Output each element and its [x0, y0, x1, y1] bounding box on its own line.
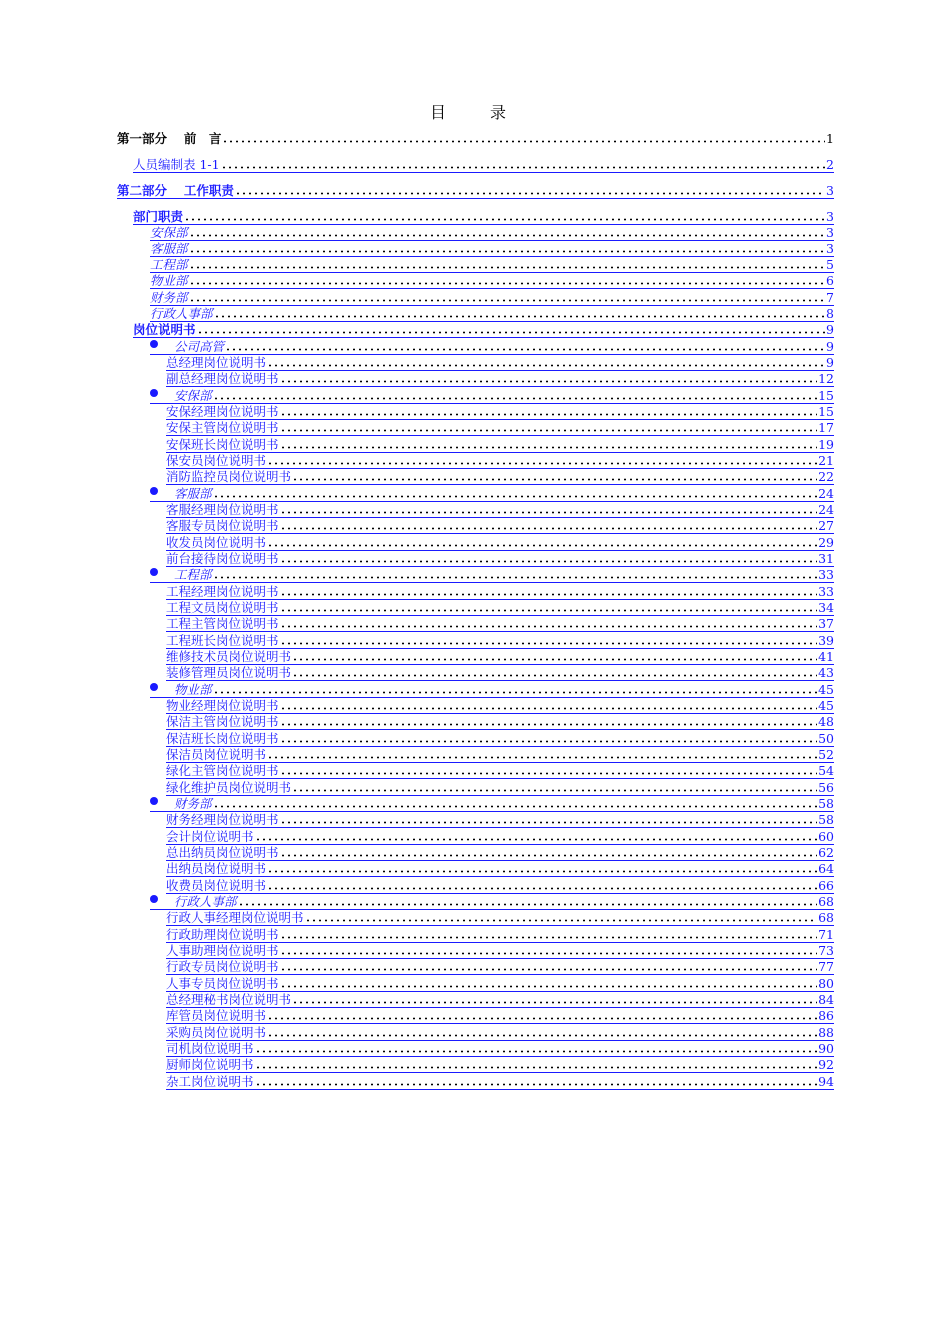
- toc-entry-page: 33: [818, 584, 834, 599]
- toc-entry[interactable]: [166, 633, 834, 649]
- toc-entry-page: 86: [818, 1008, 834, 1023]
- toc-entry-page: 22: [818, 469, 834, 484]
- toc-entry-text: 装修管理员岗位说明书: [166, 665, 292, 680]
- toc-entry-page: 19: [818, 437, 834, 452]
- dot-leader: [235, 183, 825, 198]
- dot-leader: [305, 910, 818, 925]
- toc-entry-label: [150, 290, 188, 305]
- toc-entry-text: 总出纳员岗位说明书: [166, 845, 279, 860]
- toc-entry-page: 58: [818, 812, 834, 827]
- toc-entry-page: 39: [818, 633, 834, 648]
- toc-entry-text: 厨师岗位说明书: [166, 1057, 254, 1072]
- toc-entry[interactable]: [166, 698, 834, 714]
- toc-entry-page: 12: [818, 371, 834, 386]
- dot-leader: [189, 290, 826, 305]
- toc-entry[interactable]: [150, 682, 834, 698]
- toc-entry-text: 绿化维护员岗位说明书: [166, 780, 292, 795]
- dot-leader: [225, 339, 825, 354]
- toc-entry[interactable]: [133, 322, 834, 338]
- toc-entry-page: 50: [818, 731, 834, 746]
- toc-entry-text: 司机岗位说明书: [166, 1041, 254, 1056]
- dot-leader: [280, 420, 818, 435]
- toc-entry-label: [166, 518, 279, 533]
- toc-entry[interactable]: [166, 943, 834, 959]
- toc-entry-label: [166, 780, 291, 795]
- toc-entry-label: [166, 551, 279, 566]
- toc-entry-text: 行政人事部: [150, 306, 213, 321]
- toc-entry-page: 2: [826, 157, 834, 172]
- dot-leader: [280, 927, 818, 942]
- toc-entry-label: [166, 616, 279, 631]
- toc-entry-text: 工程经理岗位说明书: [166, 584, 279, 599]
- dot-leader: [280, 551, 818, 566]
- dot-leader: [213, 486, 818, 501]
- toc-entry[interactable]: [166, 763, 834, 779]
- toc-entry[interactable]: [133, 209, 834, 225]
- toc-entry-page: 94: [818, 1074, 834, 1089]
- toc-entry[interactable]: [166, 927, 834, 943]
- toc-entry-page: 41: [818, 649, 834, 664]
- toc-entry-page: 68: [818, 894, 834, 909]
- toc-entry-label: [166, 861, 266, 876]
- toc-entry-page: 54: [818, 763, 834, 778]
- toc-entry-text: 收发员岗位说明书: [166, 535, 267, 550]
- dot-leader: [280, 731, 818, 746]
- toc-entry-label: [166, 976, 279, 991]
- toc-entry-label: [150, 486, 212, 501]
- toc-entry[interactable]: [150, 894, 834, 910]
- toc-entry-page: 64: [818, 861, 834, 876]
- toc-entry-label: [150, 225, 188, 240]
- toc-entry[interactable]: [166, 731, 834, 747]
- dot-leader: [197, 322, 826, 337]
- toc-entry-label: [166, 992, 291, 1007]
- bullet-icon: [150, 568, 158, 576]
- toc-entry[interactable]: [150, 388, 834, 404]
- toc-entry-text: 出纳员岗位说明书: [166, 861, 267, 876]
- toc-entry-text: 总经理秘书岗位说明书: [166, 992, 292, 1007]
- toc-entry-label: [166, 714, 279, 729]
- dot-leader: [292, 649, 817, 664]
- dot-leader: [280, 371, 818, 386]
- toc-entry[interactable]: [150, 241, 834, 257]
- bullet-icon: [150, 487, 158, 495]
- dot-leader: [267, 355, 825, 370]
- toc-entry-page: 33: [818, 567, 834, 582]
- dot-leader: [267, 1008, 817, 1023]
- toc-entry-page: 7: [826, 290, 834, 305]
- toc-entry-text: 保洁主管岗位说明书: [166, 714, 279, 729]
- dot-leader: [267, 535, 817, 550]
- dot-leader: [267, 453, 817, 468]
- toc-entry-label: [166, 878, 266, 893]
- toc-entry-label: [150, 388, 212, 403]
- toc-entry-page: 77: [818, 959, 834, 974]
- toc-entry-text: 行政人事部: [174, 894, 237, 909]
- toc-entry-label: [166, 731, 279, 746]
- toc-entry-label: [150, 682, 212, 697]
- dot-leader: [280, 600, 818, 615]
- dot-leader: [189, 225, 826, 240]
- toc-entry-label: [166, 763, 279, 778]
- toc-entry-page: 3: [826, 225, 834, 240]
- dot-leader: [222, 131, 825, 146]
- toc-entry-text: 岗位说明书: [133, 322, 196, 337]
- dot-leader: [280, 404, 818, 419]
- toc-entry-text: 客服经理岗位说明书: [166, 502, 279, 517]
- bullet-icon: [150, 340, 158, 348]
- dot-leader: [280, 943, 818, 958]
- toc-entry[interactable]: [150, 273, 834, 289]
- toc-entry[interactable]: [166, 992, 834, 1008]
- toc-entry-text: 副总经理岗位说明书: [166, 371, 279, 386]
- toc-entry-text: 部门职责: [133, 209, 184, 224]
- toc-entry-text: 人事专员岗位说明书: [166, 976, 279, 991]
- toc-entry-text: 保洁班长岗位说明书: [166, 731, 279, 746]
- dot-leader: [214, 306, 826, 321]
- toc-entry-label: [166, 1057, 254, 1072]
- toc-entry-text: 工程主管岗位说明书: [166, 616, 279, 631]
- toc-entry[interactable]: [150, 306, 834, 322]
- dot-leader: [184, 209, 825, 224]
- toc-entry[interactable]: [166, 437, 834, 453]
- toc-entry-page: 3: [826, 183, 834, 198]
- dot-leader: [280, 812, 818, 827]
- dot-leader: [280, 698, 818, 713]
- toc-entry[interactable]: [166, 829, 834, 845]
- toc-entry-text: 安保班长岗位说明书: [166, 437, 279, 452]
- toc-entry-label: [166, 404, 279, 419]
- toc-entry-page: 17: [818, 420, 834, 435]
- toc-entry[interactable]: [166, 714, 834, 730]
- dot-leader: [280, 518, 818, 533]
- toc-entry-text: 物业经理岗位说明书: [166, 698, 279, 713]
- bullet-icon: [150, 389, 158, 397]
- toc-entry-text: 安保部: [150, 225, 188, 240]
- toc-entry-text: 安保部: [174, 388, 212, 403]
- toc-entry-page: 29: [818, 535, 834, 550]
- toc-entry-text: 客服专员岗位说明书: [166, 518, 279, 533]
- dot-leader: [292, 469, 817, 484]
- toc-entry-label: [150, 273, 188, 288]
- toc-entry-text: 第二部分 工作职责: [117, 183, 234, 198]
- toc-entry-page: 62: [818, 845, 834, 860]
- toc-entry[interactable]: [166, 845, 834, 861]
- toc-entry[interactable]: [166, 812, 834, 828]
- toc-entry[interactable]: [166, 453, 834, 469]
- toc-entry-label: [133, 322, 196, 337]
- toc-entry-text: 采购员岗位说明书: [166, 1025, 267, 1040]
- toc-entry[interactable]: [166, 959, 834, 975]
- toc-entry-label: [150, 257, 188, 272]
- toc-entry-text: 总经理岗位说明书: [166, 355, 267, 370]
- toc-entry[interactable]: [150, 290, 834, 306]
- toc-entry-text: 杂工岗位说明书: [166, 1074, 254, 1089]
- toc-entry-label: [166, 600, 279, 615]
- toc-entry-text: 保安员岗位说明书: [166, 453, 267, 468]
- dot-leader: [280, 437, 818, 452]
- toc-entry[interactable]: [166, 371, 834, 387]
- toc-entry-label: [166, 371, 279, 386]
- toc-entry-text: 行政人事经理岗位说明书: [166, 910, 304, 925]
- toc-entry-text: 工程文员岗位说明书: [166, 600, 279, 615]
- toc-entry[interactable]: [166, 861, 834, 877]
- toc-entry-label: [166, 845, 279, 860]
- dot-leader: [280, 959, 818, 974]
- toc-entry-page: 84: [818, 992, 834, 1007]
- toc-entry-text: 人员编制表 1-1: [133, 157, 220, 172]
- toc-entry-label: [166, 910, 304, 925]
- toc-entry-text: 物业部: [174, 682, 212, 697]
- toc-entry-text: 第一部分 前 言: [117, 131, 222, 146]
- toc-entry-page: 6: [826, 273, 834, 288]
- toc-entry-text: 安保主管岗位说明书: [166, 420, 279, 435]
- dot-leader: [213, 682, 818, 697]
- toc-entry-text: 收费员岗位说明书: [166, 878, 267, 893]
- dot-leader: [280, 502, 818, 517]
- bullet-icon: [150, 895, 158, 903]
- dot-leader: [255, 1041, 818, 1056]
- toc-entry-page: 5: [826, 257, 834, 272]
- toc-entry-text: 财务经理岗位说明书: [166, 812, 279, 827]
- toc-entry-label: [166, 469, 291, 484]
- toc-entry[interactable]: [150, 225, 834, 241]
- toc-entry[interactable]: [166, 518, 834, 534]
- toc-entry-text: 物业部: [150, 273, 188, 288]
- toc-entry-text: 客服部: [150, 241, 188, 256]
- toc-entry-text: 库管员岗位说明书: [166, 1008, 267, 1023]
- dot-leader: [280, 845, 818, 860]
- toc-entry-page: 3: [826, 241, 834, 256]
- dot-leader: [280, 616, 818, 631]
- toc-entry[interactable]: [150, 339, 834, 355]
- toc-entry-text: 保洁员岗位说明书: [166, 747, 267, 762]
- toc-entry-page: 8: [826, 306, 834, 321]
- dot-leader: [267, 1025, 817, 1040]
- toc-entry[interactable]: [166, 502, 834, 518]
- toc-entry-label: [166, 959, 279, 974]
- toc-entry-label: [166, 943, 279, 958]
- toc-entry-label: [166, 1025, 266, 1040]
- toc-entry-label: [166, 927, 279, 942]
- dot-leader: [280, 584, 818, 599]
- toc-entry[interactable]: [166, 600, 834, 616]
- toc-entry[interactable]: [166, 469, 834, 485]
- toc-entry-label: [150, 894, 237, 909]
- toc-entry-page: 15: [818, 404, 834, 419]
- toc-entry-label: [133, 209, 183, 224]
- dot-leader: [189, 241, 826, 256]
- toc-entry-label: [166, 829, 254, 844]
- toc-entry-label: [166, 747, 266, 762]
- toc-entry[interactable]: [166, 1057, 834, 1073]
- dot-leader: [267, 878, 817, 893]
- dot-leader: [292, 665, 817, 680]
- dot-leader: [221, 157, 825, 172]
- toc-entry-label: [166, 812, 279, 827]
- toc-entry-label: [133, 157, 220, 172]
- toc-entry-page: 9: [826, 322, 834, 337]
- toc-entry-page: 9: [826, 355, 834, 370]
- toc-entry-page: 90: [818, 1041, 834, 1056]
- toc-entry-label: [117, 131, 221, 146]
- dot-leader: [280, 763, 818, 778]
- dot-leader: [255, 829, 818, 844]
- toc-entry-text: 人事助理岗位说明书: [166, 943, 279, 958]
- toc-entry-page: 52: [818, 747, 834, 762]
- toc-entry[interactable]: [117, 183, 834, 199]
- toc-entry-label: [150, 306, 213, 321]
- toc-entry[interactable]: [117, 131, 834, 146]
- toc-entry-text: 消防监控员岗位说明书: [166, 469, 292, 484]
- dot-leader: [238, 894, 818, 909]
- dot-leader: [280, 714, 818, 729]
- toc-entry-label: [166, 584, 279, 599]
- toc-entry-page: 68: [818, 910, 834, 925]
- toc-entry-page: 24: [818, 486, 834, 501]
- toc-entry-label: [166, 502, 279, 517]
- toc-entry-text: 行政专员岗位说明书: [166, 959, 279, 974]
- toc-entry[interactable]: [166, 976, 834, 992]
- toc-entry-page: 88: [818, 1025, 834, 1040]
- toc-entry-page: 1: [826, 131, 834, 146]
- toc-entry-label: [166, 633, 279, 648]
- dot-leader: [292, 780, 817, 795]
- toc-entry[interactable]: [166, 551, 834, 567]
- toc-entry-text: 工程部: [150, 257, 188, 272]
- toc-entry-page: 45: [818, 682, 834, 697]
- toc-entry[interactable]: [166, 780, 834, 796]
- toc-entry[interactable]: [150, 796, 834, 812]
- bullet-icon: [150, 797, 158, 805]
- toc-entry[interactable]: [166, 355, 834, 371]
- dot-leader: [280, 976, 818, 991]
- toc-entry-label: [150, 339, 224, 354]
- toc-entry-page: 3: [826, 209, 834, 224]
- toc-entry-text: 行政助理岗位说明书: [166, 927, 279, 942]
- toc-entry[interactable]: [166, 665, 834, 681]
- toc-entry-text: 会计岗位说明书: [166, 829, 254, 844]
- toc-entry-text: 客服部: [174, 486, 212, 501]
- toc-entry-label: [166, 1074, 254, 1089]
- dot-leader: [189, 257, 826, 272]
- toc-entry-text: 财务部: [174, 796, 212, 811]
- dot-leader: [280, 633, 818, 648]
- toc-entry-label: [166, 1008, 266, 1023]
- dot-leader: [292, 992, 817, 1007]
- toc-entry-label: [150, 241, 188, 256]
- toc-entry-text: 安保经理岗位说明书: [166, 404, 279, 419]
- toc-entry[interactable]: [150, 567, 834, 583]
- dot-leader: [213, 796, 818, 811]
- dot-leader: [255, 1074, 818, 1089]
- toc-entry-label: [166, 420, 279, 435]
- toc-entry[interactable]: [166, 404, 834, 420]
- toc-entry-page: 66: [818, 878, 834, 893]
- toc-entry-page: 92: [818, 1057, 834, 1072]
- toc-entry-label: [150, 796, 212, 811]
- toc-entry-label: [166, 1041, 254, 1056]
- toc-entry[interactable]: [166, 1074, 834, 1090]
- toc-entry[interactable]: [133, 157, 834, 173]
- toc-entry-page: 48: [818, 714, 834, 729]
- toc-entry[interactable]: [166, 535, 834, 551]
- toc-entry-text: 维修技术员岗位说明书: [166, 649, 292, 664]
- toc-entry[interactable]: [166, 1025, 834, 1041]
- toc-entry-label: [166, 437, 279, 452]
- toc-entry-page: 71: [818, 927, 834, 942]
- toc-entry-page: 27: [818, 518, 834, 533]
- toc-entry-page: 73: [818, 943, 834, 958]
- toc-entry-text: 前台接待岗位说明书: [166, 551, 279, 566]
- toc-entry-page: 34: [818, 600, 834, 615]
- toc-entry-page: 58: [818, 796, 834, 811]
- dot-leader: [255, 1057, 818, 1072]
- dot-leader: [189, 273, 826, 288]
- toc-entry-page: 37: [818, 616, 834, 631]
- toc-entry-text: 工程部: [174, 567, 212, 582]
- toc-entry-label: [166, 453, 266, 468]
- dot-leader: [213, 567, 818, 582]
- toc-entry[interactable]: [166, 878, 834, 894]
- toc-title: 目 录: [429, 103, 520, 122]
- toc-entry[interactable]: [166, 649, 834, 665]
- toc-entry-label: [166, 665, 291, 680]
- toc-entry[interactable]: [166, 910, 834, 926]
- toc-entry-page: 15: [818, 388, 834, 403]
- toc-entry-label: [117, 183, 234, 198]
- dot-leader: [267, 747, 817, 762]
- toc-entry-page: 43: [818, 665, 834, 680]
- toc-entry-text: 工程班长岗位说明书: [166, 633, 279, 648]
- toc-entry-page: 56: [818, 780, 834, 795]
- toc-entry[interactable]: [166, 616, 834, 632]
- toc-entry-page: 31: [818, 551, 834, 566]
- toc-entry-label: [166, 649, 291, 664]
- toc-entry-label: [150, 567, 212, 582]
- toc-entry-text: 公司高管: [174, 339, 225, 354]
- toc-entry-page: 24: [818, 502, 834, 517]
- toc-entry-page: 45: [818, 698, 834, 713]
- toc-entry-text: 财务部: [150, 290, 188, 305]
- toc-entry[interactable]: [166, 1041, 834, 1057]
- toc-entry-page: 21: [818, 453, 834, 468]
- toc-entry-label: [166, 535, 266, 550]
- toc-entry-page: 9: [826, 339, 834, 354]
- bullet-icon: [150, 683, 158, 691]
- toc-entry-text: 绿化主管岗位说明书: [166, 763, 279, 778]
- toc-entry-label: [166, 355, 266, 370]
- toc-entry[interactable]: [150, 257, 834, 273]
- toc-entry[interactable]: [166, 747, 834, 763]
- toc-entry-label: [166, 698, 279, 713]
- toc-entry[interactable]: [166, 584, 834, 600]
- dot-leader: [213, 388, 818, 403]
- toc-entry-page: 60: [818, 829, 834, 844]
- toc-entry[interactable]: [166, 1008, 834, 1024]
- toc-entry-page: 80: [818, 976, 834, 991]
- dot-leader: [267, 861, 817, 876]
- toc-entry[interactable]: [150, 486, 834, 502]
- toc-entry[interactable]: [166, 420, 834, 436]
